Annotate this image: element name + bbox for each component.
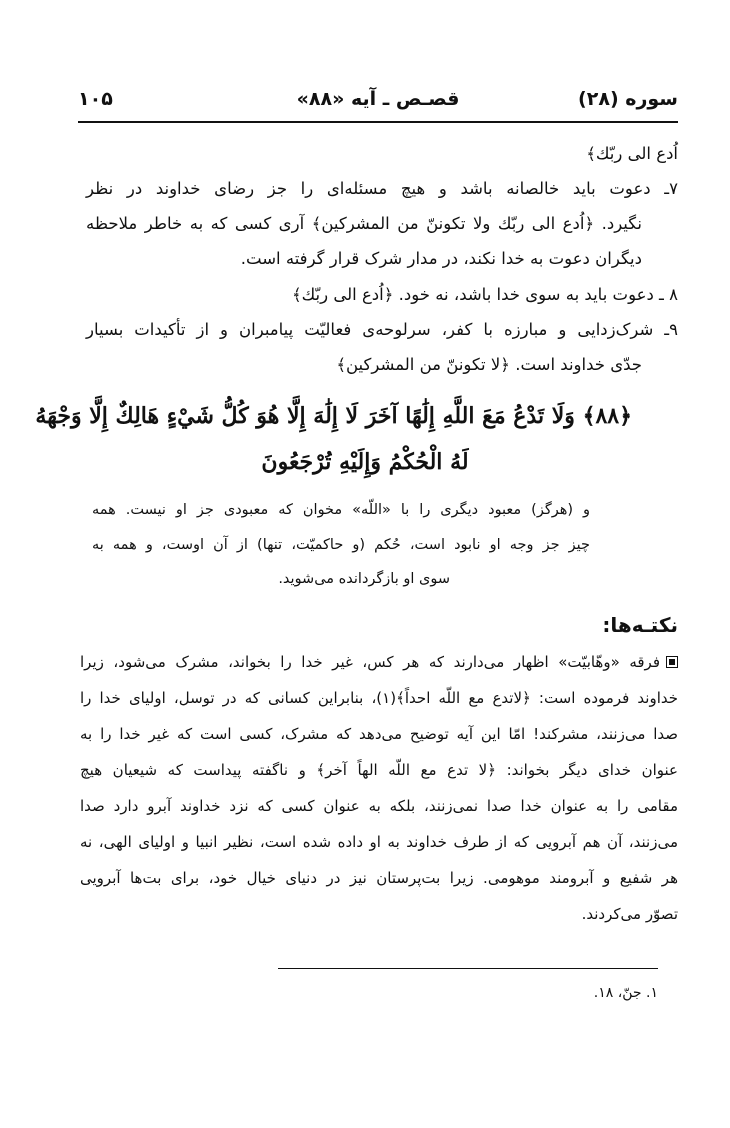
body-line: ۷ـ دعوت باید خالصانه باشد و هیچ مسئله‌ای را جز رضای خداوند در نظر — [86, 179, 678, 198]
note-line: خداوند فرموده است: ﴿لاتدع مع اللّه احداً﴾(۱)، بنابراین کسانی که در توسل، اولیای خدا را — [80, 689, 679, 707]
footnote-divider — [278, 968, 658, 969]
page-header — [78, 88, 678, 118]
translation-line: چیز جز وجه او نابود است، حُکم (و حاکمیّت، تنها) از آن اوست، و همه به — [92, 537, 590, 553]
page-number: ۱۰۵ — [78, 88, 113, 110]
body-line: جدّی خداوند است. ﴿لا تكوننّ من المشركین﴾ — [336, 355, 642, 374]
note-line: صدا می‌زنند، مشرکند! امّا این آیه توضیح می‌دهد که مشرک، کسی است که غیر خدا را به — [80, 725, 678, 743]
note-line: عنوان خدای دیگر بخواند: ﴿لا تدع مع اللّه الهاً آخر﴾ و ناگفته پیداست که شیعیان هیچ — [80, 761, 678, 779]
header-divider — [78, 121, 678, 123]
body-line: دیگران دعوت به خدا نکند، در مدار شرک قرار گرفته است. — [240, 249, 642, 268]
translation-line: و (هرگز) معبود دیگری را با «اللّه» مخوان که معبودی جز او نیست. همه — [92, 502, 590, 518]
surah-label: سوره (۲۸) — [578, 88, 678, 110]
quran-verse-line-1: ﴿۸۸﴾ وَلَا تَدْعُ مَعَ اللَّهِ إِلَٰهًا آخَرَ لَا إِلَٰهَ إِلَّا هُوَ كُلُّ شَيْءٍ هَالِكٌ إِلَّا وَجْهَهُ — [35, 403, 632, 429]
bullet-square-icon — [666, 656, 678, 668]
note-line: مقامی را به عنوان خدا صدا نمی‌زنند، بلکه به عنوان کسی که نزد خداوند آبرو دارد صدا — [80, 797, 678, 815]
notes-heading: نکتـه‌ها: — [602, 613, 678, 637]
footnote: ۱. جنّ، ۱۸. — [593, 985, 658, 1001]
note-line-text: فرقه «وهّابیّت» اظهار می‌دارند که هر کس، غیر خدا را بخواند، مشرک می‌شود، زیرا — [80, 653, 660, 671]
body-line: اُدع الی ربّك﴾ — [586, 144, 678, 163]
note-line — [80, 651, 678, 673]
body-line: ۹ـ شرک‌زدایی و مبارزه با کفر، سرلوحه‌ی فعالیّت پیامبران و از تأکیدات بسیار — [86, 320, 678, 339]
body-line: ۸ ـ دعوت باید به سوی خدا باشد، نه خود. ﴿اُدع الی ربّك﴾ — [291, 285, 678, 304]
translation-line: سوی او بازگردانده می‌شوید. — [278, 571, 450, 587]
note-line: می‌زنند، آن هم آبرویی که از طرف خداوند به او داده شده است، نظیر انبیا و اولیای الهی، نه — [80, 833, 678, 851]
header-title: قصـص ـ آیه «۸۸» — [296, 88, 460, 110]
body-line: نگیرد. ﴿اُدع الی ربّك ولا تكوننّ من المشركین﴾ آری کسی که به خاطر ملاحظه — [86, 214, 642, 233]
note-line: هر شفیع و آبرومند موهومی. زیرا بت‌پرستان نیز در دنیای خیال خود، برای بت‌ها آبرویی — [80, 869, 678, 887]
quran-verse-line-2: لَهُ الْحُكْمُ وَإِلَيْهِ تُرْجَعُونَ — [261, 449, 469, 475]
note-line: تصوّر می‌کردند. — [581, 905, 678, 923]
